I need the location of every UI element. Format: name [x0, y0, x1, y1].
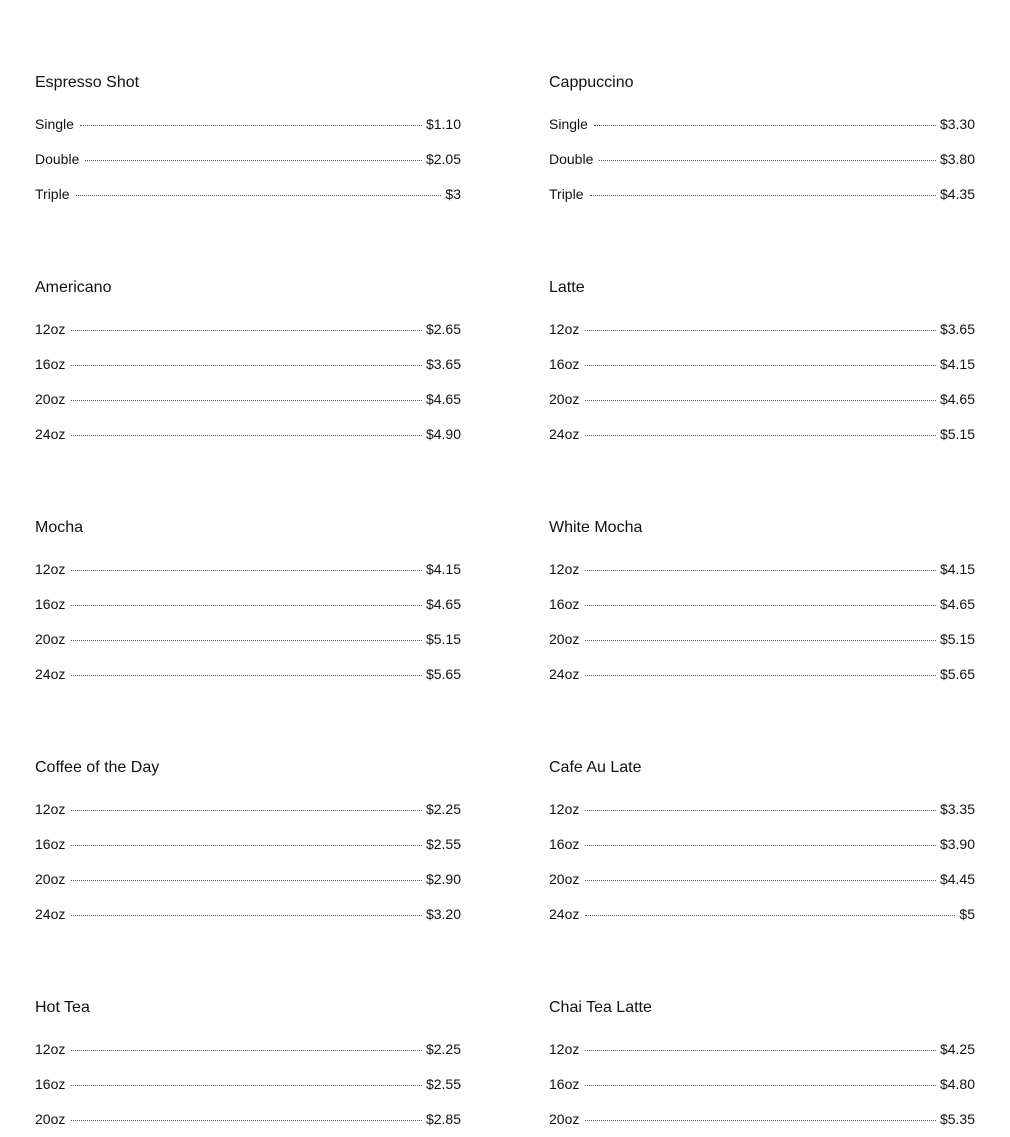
price-value: $3.90 — [939, 836, 975, 852]
price-row — [35, 347, 461, 382]
dot-leader — [71, 604, 422, 606]
price-value: $2.05 — [425, 151, 461, 167]
menu-item-name: Mocha — [35, 519, 84, 536]
price-row — [549, 107, 975, 142]
dot-leader — [585, 364, 936, 366]
price-row — [35, 862, 461, 897]
price-row — [35, 827, 461, 862]
menu-item — [549, 277, 975, 442]
size-label: Single — [35, 116, 74, 132]
price-value: $5.65 — [425, 666, 461, 682]
size-label: 16oz — [35, 596, 66, 612]
price-value: $4.35 — [939, 186, 975, 202]
price-row — [549, 347, 975, 382]
menu-item-name: White Mocha — [549, 519, 643, 536]
price-value: $4.65 — [939, 391, 975, 407]
dot-leader — [71, 569, 422, 571]
price-row — [549, 657, 975, 692]
menu-item-name: Latte — [549, 279, 585, 296]
dot-leader — [585, 604, 936, 606]
dot-leader — [585, 399, 936, 401]
size-label: 12oz — [35, 1041, 66, 1057]
price-value: $5.35 — [939, 1111, 975, 1127]
dot-leader — [85, 159, 422, 161]
size-label: 20oz — [35, 391, 66, 407]
price-row — [549, 417, 975, 452]
menu-item-name: Espresso Shot — [35, 74, 140, 91]
price-value: $5.65 — [939, 666, 975, 682]
dot-leader — [594, 124, 936, 126]
dot-leader — [80, 124, 422, 126]
size-label: 20oz — [35, 631, 66, 647]
size-label: 12oz — [35, 801, 66, 817]
price-value: $5.15 — [425, 631, 461, 647]
size-label: 20oz — [35, 1111, 66, 1127]
price-row — [35, 312, 461, 347]
size-label: 20oz — [549, 631, 580, 647]
price-value: $4.15 — [939, 561, 975, 577]
price-row — [549, 142, 975, 177]
size-label: 12oz — [549, 801, 580, 817]
menu-item-name: Americano — [35, 279, 112, 296]
dot-leader — [590, 194, 936, 196]
dot-leader — [585, 1084, 936, 1086]
dot-leader — [585, 1119, 936, 1121]
dot-leader — [585, 1049, 936, 1051]
menu-item — [35, 997, 461, 1127]
price-row — [35, 1102, 461, 1137]
size-label: 12oz — [549, 321, 580, 337]
price-row — [35, 587, 461, 622]
dot-leader — [71, 844, 422, 846]
size-label: Double — [549, 151, 594, 167]
menu-item-name: Chai Tea Latte — [549, 999, 652, 1016]
size-label: 24oz — [549, 666, 580, 682]
dot-leader — [71, 1049, 422, 1051]
price-value: $4.15 — [939, 356, 975, 372]
price-row — [549, 1032, 975, 1067]
menu-item — [549, 757, 975, 922]
price-value: $3.65 — [939, 321, 975, 337]
size-label: 12oz — [35, 561, 66, 577]
dot-leader — [71, 434, 422, 436]
dot-leader — [585, 639, 936, 641]
price-value: $4.80 — [939, 1076, 975, 1092]
price-value: $4.65 — [425, 596, 461, 612]
price-value: $2.25 — [425, 1041, 461, 1057]
menu-item — [35, 517, 461, 682]
size-label: 24oz — [35, 426, 66, 442]
size-label: 20oz — [35, 871, 66, 887]
price-row — [549, 177, 975, 212]
size-label: 24oz — [35, 666, 66, 682]
size-label: 16oz — [549, 1076, 580, 1092]
size-label: 16oz — [549, 836, 580, 852]
size-label: Triple — [549, 186, 584, 202]
size-label: 12oz — [35, 321, 66, 337]
price-row — [549, 862, 975, 897]
price-row — [35, 177, 461, 212]
price-row — [549, 312, 975, 347]
size-label: 16oz — [549, 596, 580, 612]
dot-leader — [71, 879, 422, 881]
price-value: $3.20 — [425, 906, 461, 922]
size-label: 12oz — [549, 561, 580, 577]
price-row — [35, 142, 461, 177]
price-value: $4.15 — [425, 561, 461, 577]
price-value: $5.15 — [939, 426, 975, 442]
dot-leader — [585, 329, 936, 331]
price-row — [35, 107, 461, 142]
price-row — [549, 382, 975, 417]
price-row — [549, 587, 975, 622]
size-label: Single — [549, 116, 588, 132]
price-row — [35, 1032, 461, 1067]
dot-leader — [585, 809, 936, 811]
price-row — [35, 622, 461, 657]
price-value: $4.65 — [425, 391, 461, 407]
dot-leader — [585, 434, 936, 436]
price-value: $2.85 — [425, 1111, 461, 1127]
dot-leader — [71, 399, 422, 401]
menu-item-name: Coffee of the Day — [35, 759, 160, 776]
size-label: 12oz — [549, 1041, 580, 1057]
price-value: $2.65 — [425, 321, 461, 337]
dot-leader — [599, 159, 936, 161]
menu-item — [549, 72, 975, 202]
price-row — [35, 417, 461, 452]
menu-item — [35, 72, 461, 202]
price-value: $5.15 — [939, 631, 975, 647]
dot-leader — [585, 569, 936, 571]
price-row — [549, 1067, 975, 1102]
size-label: 24oz — [549, 426, 580, 442]
price-value: $4.65 — [939, 596, 975, 612]
size-label: 16oz — [35, 356, 66, 372]
dot-leader — [585, 914, 955, 916]
size-label: 20oz — [549, 391, 580, 407]
price-row — [35, 657, 461, 692]
menu-item-name: Cappuccino — [549, 74, 634, 91]
price-row — [549, 1102, 975, 1137]
price-value: $2.90 — [425, 871, 461, 887]
dot-leader — [71, 639, 422, 641]
price-row — [35, 382, 461, 417]
price-row — [549, 552, 975, 587]
price-row — [35, 1067, 461, 1102]
dot-leader — [71, 809, 422, 811]
menu-item — [35, 277, 461, 442]
price-value: $3.80 — [939, 151, 975, 167]
price-value: $2.25 — [425, 801, 461, 817]
menu-item-name: Cafe Au Late — [549, 759, 642, 776]
menu-item — [35, 757, 461, 922]
menu-item — [549, 517, 975, 682]
size-label: 16oz — [549, 356, 580, 372]
price-value: $3 — [445, 186, 461, 202]
size-label: 24oz — [549, 906, 580, 922]
dot-leader — [71, 914, 422, 916]
size-label: 16oz — [35, 1076, 66, 1092]
dot-leader — [585, 674, 936, 676]
dot-leader — [71, 364, 422, 366]
dot-leader — [71, 674, 422, 676]
price-value: $3.30 — [939, 116, 975, 132]
price-value: $2.55 — [425, 1076, 461, 1092]
dot-leader — [71, 1084, 422, 1086]
price-value: $3.65 — [425, 356, 461, 372]
price-value: $5 — [959, 906, 975, 922]
dot-leader — [76, 194, 442, 196]
size-label: Double — [35, 151, 80, 167]
dot-leader — [71, 1119, 422, 1121]
dot-leader — [585, 879, 936, 881]
price-row — [549, 897, 975, 932]
price-row — [35, 552, 461, 587]
price-value: $1.10 — [425, 116, 461, 132]
price-value: $2.55 — [425, 836, 461, 852]
menu-item-name: Hot Tea — [35, 999, 90, 1016]
menu-item — [549, 997, 975, 1127]
size-label: 20oz — [549, 871, 580, 887]
price-value: $3.35 — [939, 801, 975, 817]
price-value: $4.25 — [939, 1041, 975, 1057]
size-label: 20oz — [549, 1111, 580, 1127]
size-label: 24oz — [35, 906, 66, 922]
price-row — [549, 622, 975, 657]
size-label: Triple — [35, 186, 70, 202]
dot-leader — [71, 329, 422, 331]
price-row — [549, 792, 975, 827]
price-row — [549, 827, 975, 862]
size-label: 16oz — [35, 836, 66, 852]
price-row — [35, 792, 461, 827]
price-row — [35, 897, 461, 932]
price-value: $4.45 — [939, 871, 975, 887]
dot-leader — [585, 844, 936, 846]
price-value: $4.90 — [425, 426, 461, 442]
